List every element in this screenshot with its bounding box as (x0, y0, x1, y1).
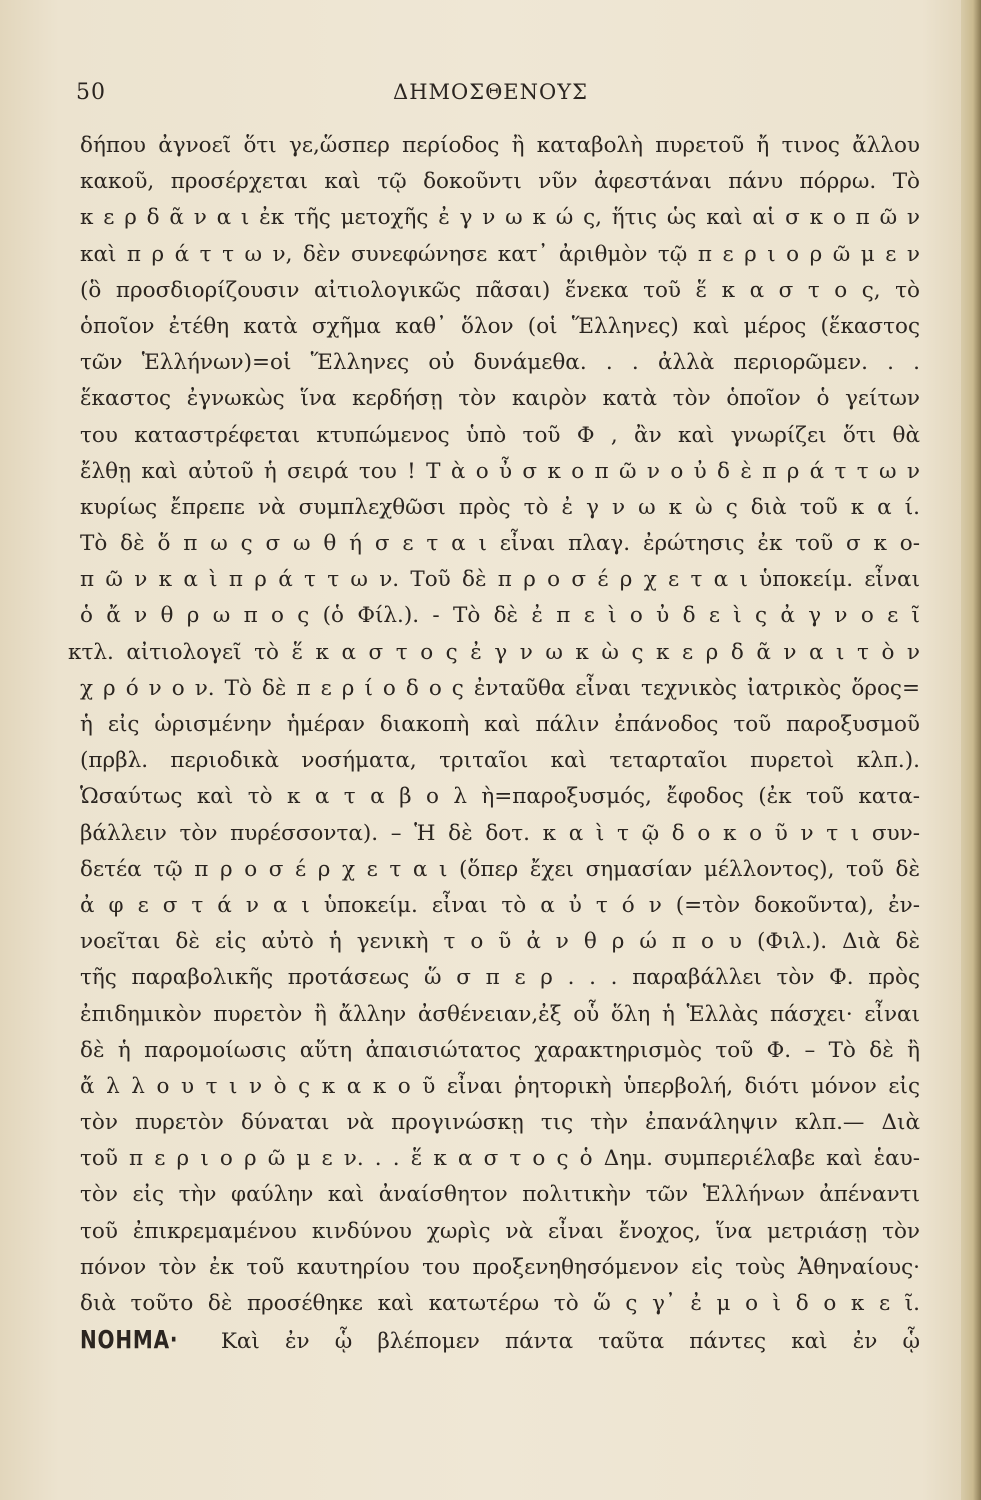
text-line: τοῦ ἐπικρεμαμένου κινδύνου χωρὶς νὰ εἶναι ἔνοχος, ἵνα μετριάσῃ τὸν (80, 1218, 920, 1244)
running-head: ΔΗΜΟΣΘΕΝΟΥΣ (393, 80, 588, 104)
text-line: ὁ ἄ ν θ ρ ω π ο ς (ὁ Φίλ.). - Τὸ δὲ ἐ π ε ὶ ο ὐ δ ε ὶ ς ἀ γ ν ο ε ῖ (80, 603, 920, 629)
text-line: (ὃ προσδιορίζουσιν αἰτιολογικῶς πᾶσαι) ἕνεκα τοῦ ἕ κ α σ τ ο ς, τὸ (80, 277, 920, 303)
page-edge (961, 0, 981, 1500)
text-line: ἔλθῃ καὶ αὐτοῦ ἡ σειρά του ! Τ ὰ ο ὖ σ κ ο π ῶ ν ο ὐ δ ὲ π ρ ά τ τ ω ν (80, 458, 920, 484)
text-line: κυρίως ἔπρεπε νὰ συμπλεχθῶσι πρὸς τὸ ἐ γ ν ω κ ὼ ς διὰ τοῦ κ α ί. (80, 494, 920, 520)
noima-heading: ΝΟΗΜΑ· (80, 1325, 179, 1355)
text-line: κακοῦ, προσέρχεται καὶ τῷ δοκοῦντι νῦν ἀφεστάναι πάνυ πόρρω. Τὸ (80, 169, 920, 195)
text-line: ἐπιδημικὸν πυρετὸν ἢ ἄλλην ἀσθένειαν,ἐξ οὗ ὅλη ἡ Ἑλλὰς πάσχει· εἶναι (80, 1001, 920, 1027)
text-line: π ῶ ν κ α ὶ π ρ ά τ τ ω ν. Τοῦ δὲ π ρ ο σ έ ρ χ ε τ α ι ὑποκείμ. εἶναι (80, 567, 920, 593)
text-line: τὸν πυρετὸν δύναται νὰ προγινώσκῃ τις τὴν ἐπανάληψιν κλπ.— Διὰ (80, 1110, 920, 1136)
page-number: 50 (76, 80, 106, 105)
text-line: χ ρ ό ν ο ν. Τὸ δὲ π ε ρ ί ο δ ο ς ἐνταῦθα εἶναι τεχνικὸς ἰατρικὸς ὅρος= (80, 675, 920, 701)
text-line: τὸν εἰς τὴν φαύλην καὶ ἀναίσθητον πολιτικὴν τῶν Ἑλλήνων ἀπέναντι (80, 1182, 920, 1208)
text-line: ὁποῖον ἐτέθη κατὰ σχῆμα καθ᾽ ὅλον (οἱ Ἕλληνες) καὶ μέρος (ἕκαστος (80, 313, 920, 339)
text-line: τῆς παραβολικῆς προτάσεως ὥ σ π ε ρ . . . παραβάλλει τὸν Φ. πρὸς (80, 965, 920, 991)
text-line: ἄ λ λ ο υ τ ι ν ὸ ς κ α κ ο ῦ εἶναι ῥητορικὴ ὑπερβολή, διότι μόνον εἰς (80, 1073, 920, 1099)
text-line: κτλ. αἰτιολογεῖ τὸ ἕ κ α σ τ ο ς ἐ γ ν ω κ ὼ ς κ ε ρ δ ᾶ ν α ι τ ὸ ν (68, 639, 920, 665)
text-line: τῶν Ἑλλήνων)=οἱ Ἕλληνες οὐ δυνάμεθα. . . ἀλλὰ περιορῶμεν. . . (80, 350, 920, 376)
text-line: Τὸ δὲ ὅ π ω ς σ ω θ ή σ ε τ α ι εἶναι πλαγ. ἐρώτησις ἐκ τοῦ σ κ ο- (80, 531, 920, 557)
text-line: βάλλειν τὸν πυρέσσοντα). – Ἡ δὲ δοτ. κ α ὶ τ ῷ δ ο κ ο ῦ ν τ ι συν- (80, 820, 920, 846)
text-line: δήπου ἀγνοεῖ ὅτι γε,ὥσπερ περίοδος ἢ καταβολὴ πυρετοῦ ἤ τινος ἄλλου (80, 133, 920, 158)
text-line: διὰ τοῦτο δὲ προσέθηκε καὶ κατωτέρω τὸ ὥ ς γ᾽ ἐ μ ο ὶ δ ο κ ε ῖ. (80, 1291, 920, 1316)
text-line: ἕκαστος ἐγνωκὼς ἵνα κερδήσῃ τὸν καιρὸν κατὰ τὸν ὁποῖον ὁ γείτων (80, 386, 920, 412)
text-line: ἡ εἰς ὡρισμένην ἡμέραν διακοπὴ καὶ πάλιν ἐπάνοδος τοῦ παροξυσμοῦ (80, 712, 920, 737)
text-line: δετέα τῷ π ρ ο σ έ ρ χ ε τ α ι (ὅπερ ἔχει σημασίαν μέλλοντος), τοῦ δὲ (80, 856, 920, 882)
noima-line (80, 1322, 920, 1358)
text-line: πόνον τὸν ἐκ τοῦ καυτηρίου του προξενηθησόμενον εἰς τοὺς Ἀθηναίους· (80, 1254, 920, 1280)
text-line: κ ε ρ δ ᾶ ν α ι ἐκ τῆς μετοχῆς ἐ γ ν ω κ ώ ς, ἥτις ὡς καὶ αἱ σ κ ο π ῶ ν (80, 205, 920, 231)
text-line: του καταστρέφεται κτυπώμενος ὑπὸ τοῦ Φ , ἂν καὶ γνωρίζει ὅτι θὰ (80, 422, 920, 448)
text-line: (πρβλ. περιοδικὰ νοσήματα, τριταῖοι καὶ τεταρταῖοι πυρετοὶ κλπ.). (80, 748, 920, 774)
text-line: τοῦ π ε ρ ι ο ρ ῶ μ ε ν. . . ἕ κ α σ τ ο ς ὁ Δημ. συμπεριέλαβε καὶ ἑαυ- (80, 1146, 920, 1172)
noima-text: Καὶ ἐν ᾧ βλέπομεν πάντα ταῦτα πάντες καὶ ἐν ᾧ (220, 1329, 920, 1355)
text-line: νοεῖται δὲ εἰς αὐτὸ ἡ γενικὴ τ ο ῦ ἀ ν θ ρ ώ π ο υ (Φιλ.). Διὰ δὲ (80, 929, 920, 955)
text-line: ἀ φ ε σ τ ά ν α ι ὑποκείμ. εἶναι τὸ α ὐ τ ό ν (=τὸν δοκοῦντα), ἐν- (80, 892, 920, 918)
body-text (68, 128, 920, 1358)
text-line: καὶ π ρ ά τ τ ω ν, δὲν συνεφώνησε κατ᾽ ἀριθμὸν τῷ π ε ρ ι ο ρ ῶ μ ε ν (80, 241, 920, 267)
text-line: Ὡσαύτως καὶ τὸ κ α τ α β ο λ ὴ=παροξυσμός, ἔφοδος (ἐκ τοῦ κατα- (80, 784, 920, 810)
text-line: δὲ ἡ παρομοίωσις αὕτη ἀπαισιώτατος χαρακτηρισμὸς τοῦ Φ. – Τὸ δὲ ἢ (80, 1037, 920, 1063)
